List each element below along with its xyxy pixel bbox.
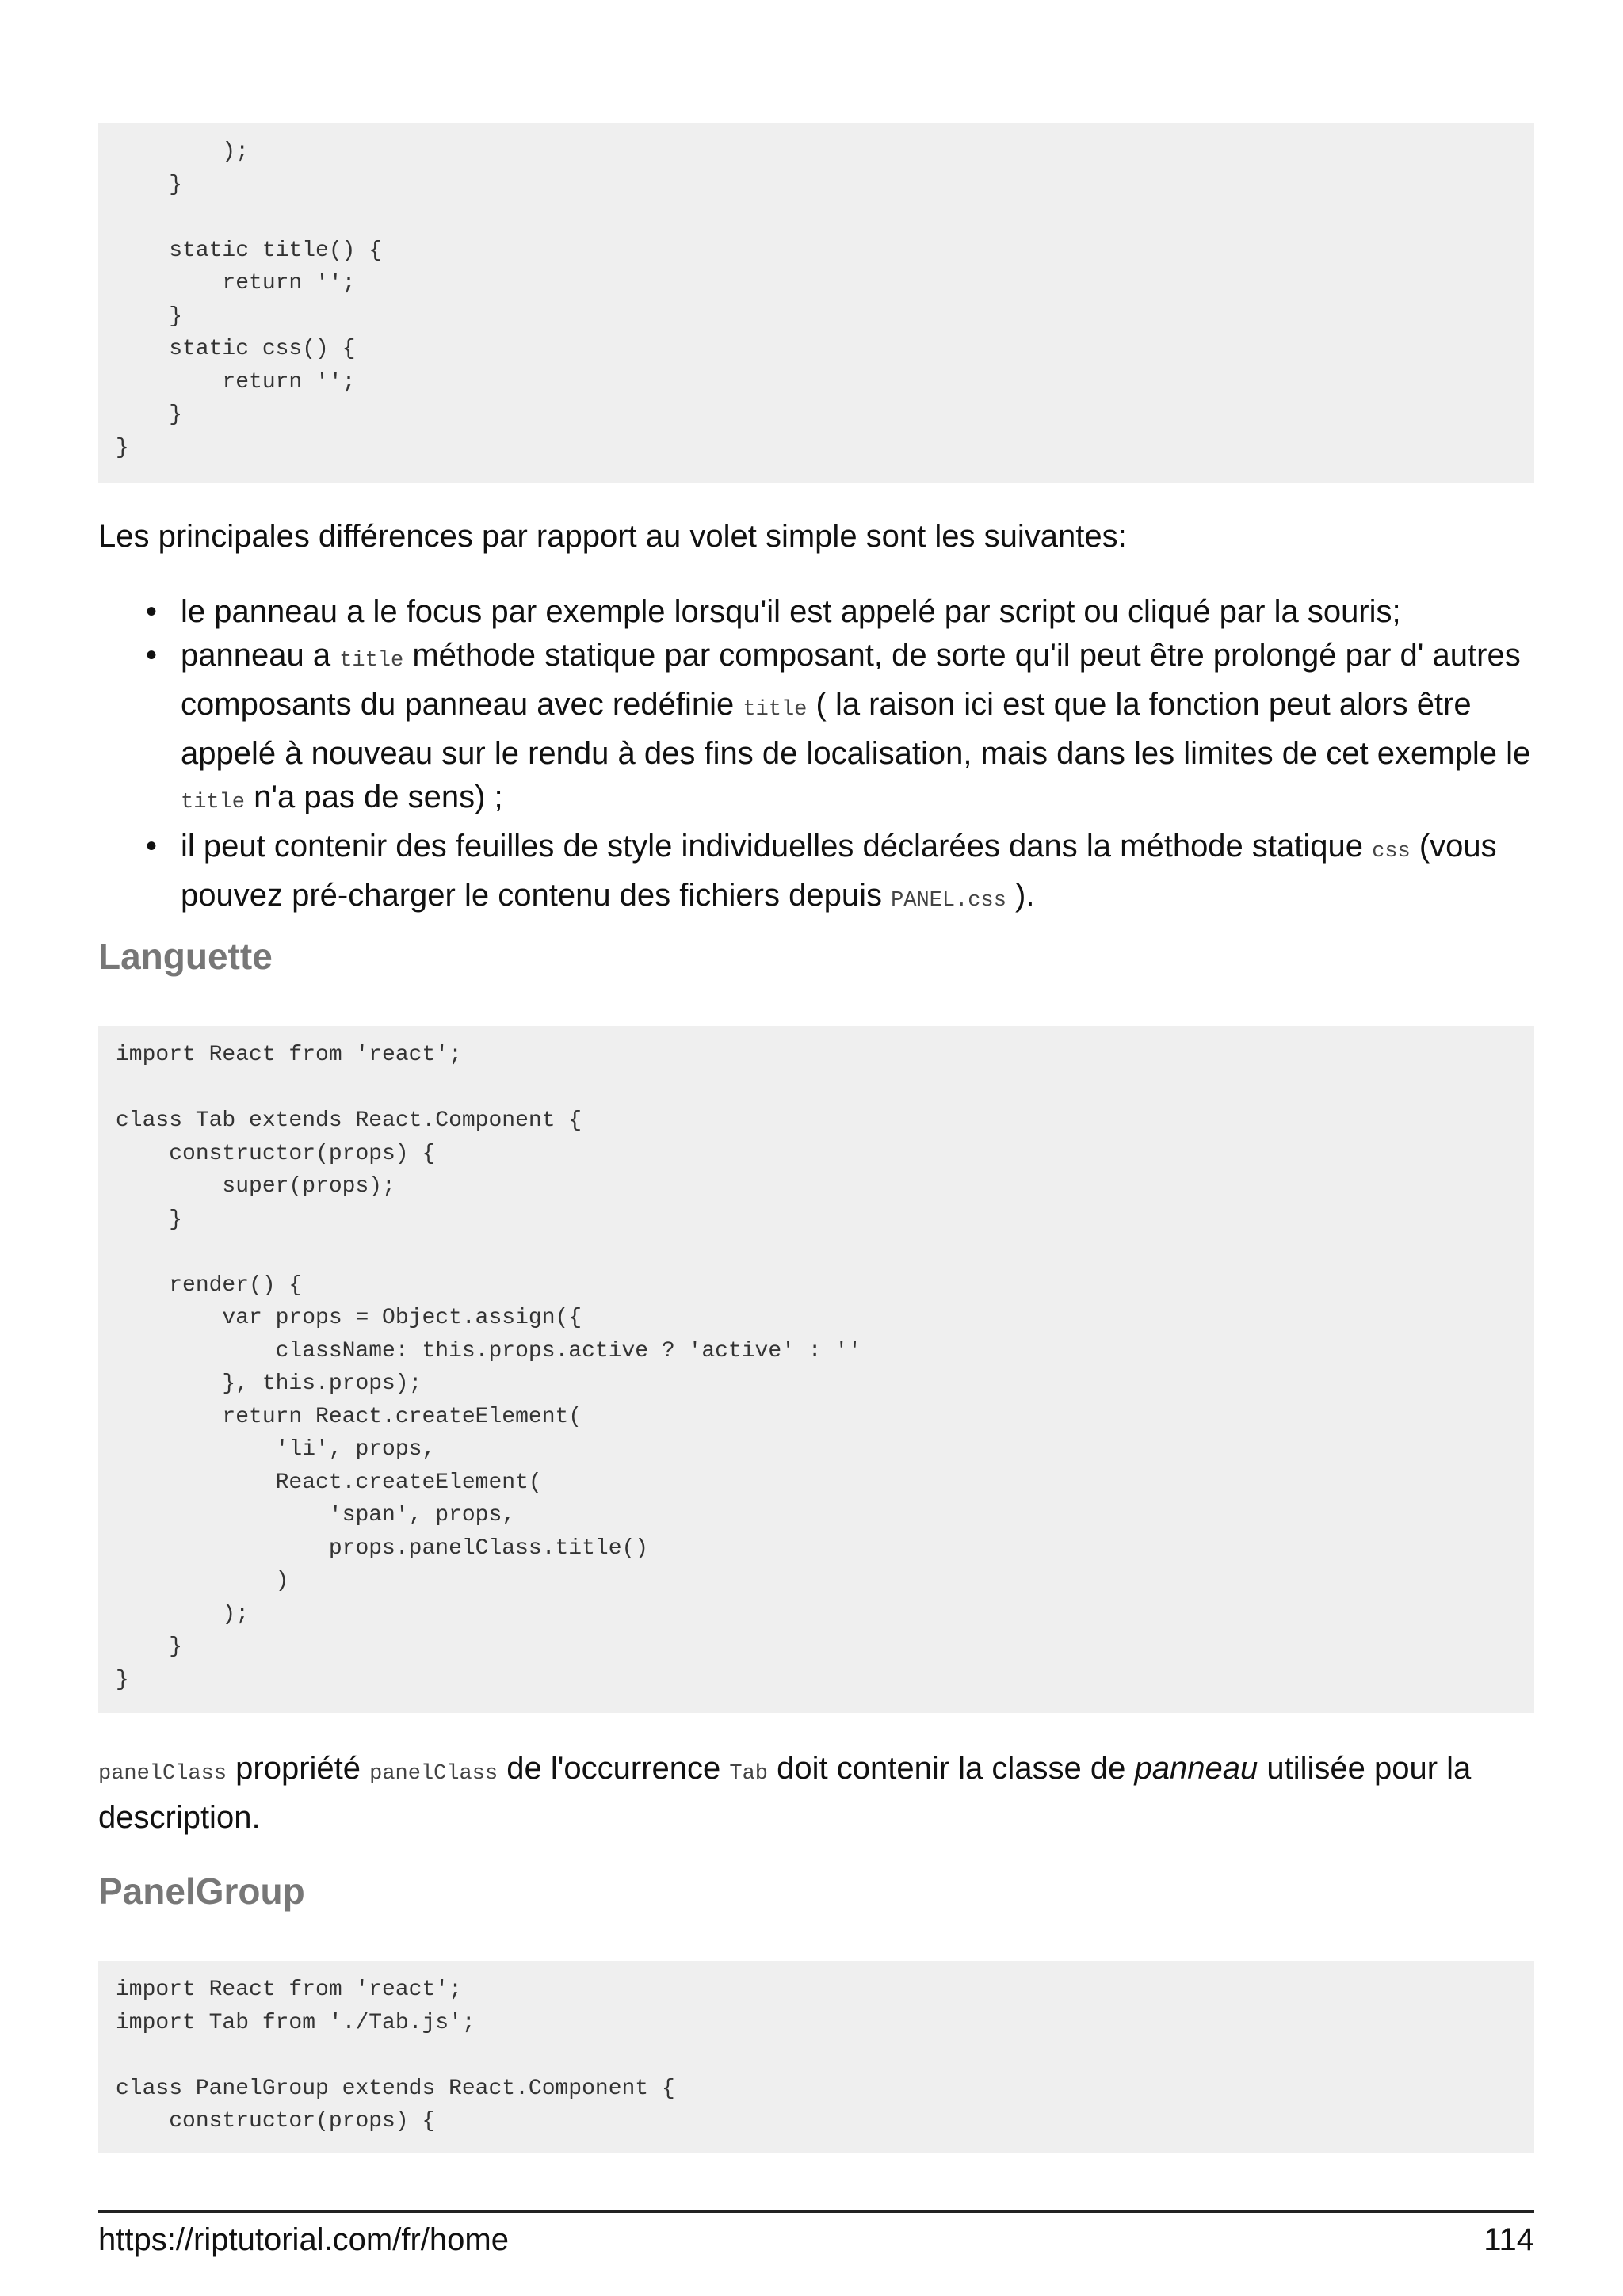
inline-code: Tab [729, 1762, 769, 1786]
inline-code: PANEL.css [891, 889, 1006, 913]
list-item-text: ( la raison ici est que la fonction peut alors être appelé à nouveau sur le rendu à des fins de localisation, mais dans les limites de cet exemple le [181, 687, 1531, 771]
list-item [146, 634, 1534, 825]
section-heading-languette: Languette [98, 936, 273, 977]
code-block-tab: import React from 'react'; class Tab extends React.Component { constructor(props) { super(props); } render() { var props = Object.assign({ className: this.props.active ? 'active' : '' }, this.props); return React.createElement( 'li', props, React.createElement( 'span', props, props.panelClass.title() ) ); } } [98, 1026, 1534, 1713]
list-item-text: (vous pouvez pré-charger le contenu des fichiers depuis [181, 829, 1497, 913]
differences-list [98, 590, 1534, 923]
paragraph-text: propriété [227, 1751, 370, 1786]
list-item [146, 590, 1534, 634]
page-number: 114 [1484, 2222, 1534, 2257]
footer-url-link[interactable]: https://riptutorial.com/fr/home [98, 2222, 509, 2257]
list-item-text: ). [1006, 878, 1035, 913]
code-block-panel-end: ); } static title() { return ''; } static css() { return ''; } } [98, 123, 1534, 483]
intro-paragraph: Les principales différences par rapport au volet simple sont les suivantes: [98, 519, 1127, 554]
paragraph-text: de l'occurrence [498, 1751, 730, 1786]
bullet-icon: • [146, 829, 158, 864]
inline-code: title [181, 791, 246, 814]
emphasis-text: panneau [1134, 1751, 1258, 1786]
footer-divider [98, 2210, 1534, 2213]
list-item-text: le panneau a le focus par exemple lorsqu'il est appelé par script ou cliqué par la souris; [181, 594, 1401, 629]
inline-code: title [743, 698, 808, 722]
code-block-panelgroup: import React from 'react'; import Tab from './Tab.js'; class PanelGroup extends React.Component { constructor(props) { [98, 1961, 1534, 2153]
list-item-text: il peut contenir des feuilles de style individuelles déclarées dans la méthode statique [181, 829, 1373, 864]
inline-code: panelClass [369, 1762, 498, 1786]
list-item-text: panneau a [181, 638, 340, 673]
inline-code: panelClass [98, 1762, 227, 1786]
inline-code: title [339, 649, 404, 673]
bullet-icon: • [146, 638, 158, 673]
section-heading-panelgroup: PanelGroup [98, 1871, 305, 1912]
paragraph-text: utilisée pour la description. [98, 1751, 1472, 1835]
bullet-icon: • [146, 594, 158, 629]
list-item-text: méthode statique par composant, de sorte qu'il peut être prolongé par d' autres composants du panneau avec redéfinie [181, 638, 1521, 722]
list-item-text: n'a pas de sens) ; [245, 780, 503, 814]
panelclass-paragraph [98, 1747, 1534, 1840]
paragraph-text: doit contenir la classe de [768, 1751, 1135, 1786]
list-item [146, 825, 1534, 923]
inline-code: css [1372, 840, 1411, 864]
